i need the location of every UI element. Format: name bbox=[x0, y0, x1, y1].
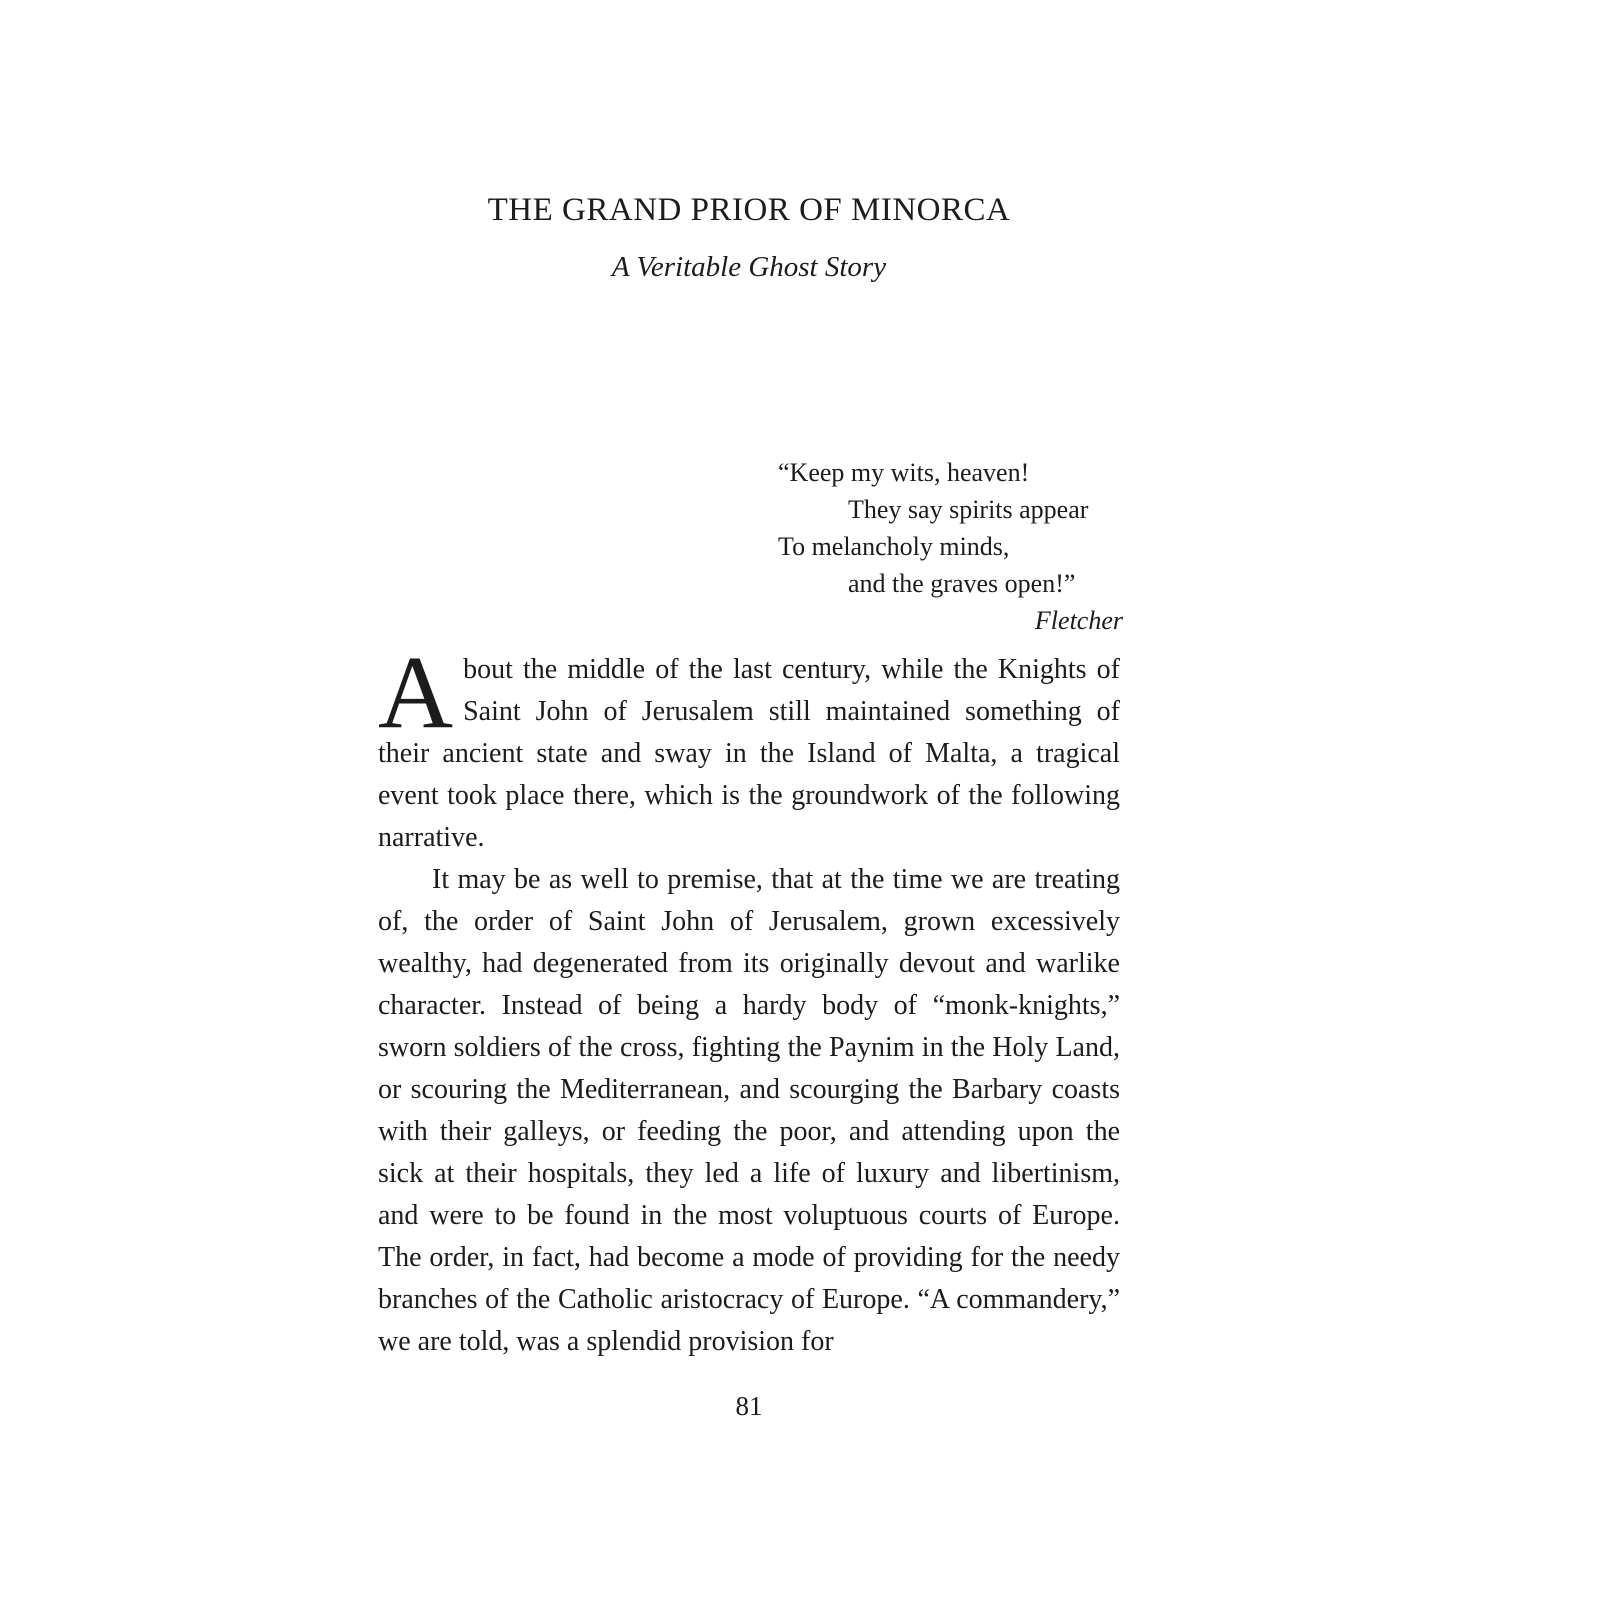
epigraph bbox=[778, 454, 1123, 639]
body-text bbox=[378, 635, 1120, 1363]
chapter-title: THE GRAND PRIOR OF MINORCA bbox=[487, 192, 1011, 228]
drop-cap: A bbox=[378, 635, 454, 750]
page-number: 81 bbox=[735, 1391, 763, 1421]
epigraph-attribution: Fletcher bbox=[1034, 606, 1123, 635]
epigraph-line: “Keep my wits, heaven! bbox=[778, 458, 1030, 487]
epigraph-line: They say spirits appear bbox=[848, 495, 1089, 524]
paragraph-text: bout the middle of the last century, while the Knights of Saint John of Jerusalem still maintained something of their ancient state and sway in the Island of Malta, a tragical event took place there, which is the groundwork of the following narrative. bbox=[378, 654, 1120, 853]
epigraph-line: To melancholy minds, bbox=[778, 532, 1010, 561]
paragraph: It may be as well to premise, that at the time we are treating of, the order of Saint John of Jerusalem, grown excessively wealthy, had degenerated from its originally devout and warlike character. Instead of being a hardy body of “monk-knights,” sworn soldiers of the cross, fighting the Paynim in the Holy Land, or scouring the Mediterranean, and scourging the Barbary coasts with their galleys, or feeding the poor, and attending upon the sick at their hospitals, they led a life of luxury and libertinism, and were to be found in the most voluptuous courts of Europe. The order, in fact, had become a mode of providing for the needy branches of the Catholic aristocracy of Europe. “A commandery,” we are told, was a splendid provision for bbox=[378, 864, 1120, 1357]
text-column bbox=[378, 0, 1123, 1422]
paragraph bbox=[378, 635, 1120, 859]
epigraph-line: and the graves open!” bbox=[848, 569, 1076, 598]
chapter-subtitle: A Veritable Ghost Story bbox=[611, 251, 887, 283]
